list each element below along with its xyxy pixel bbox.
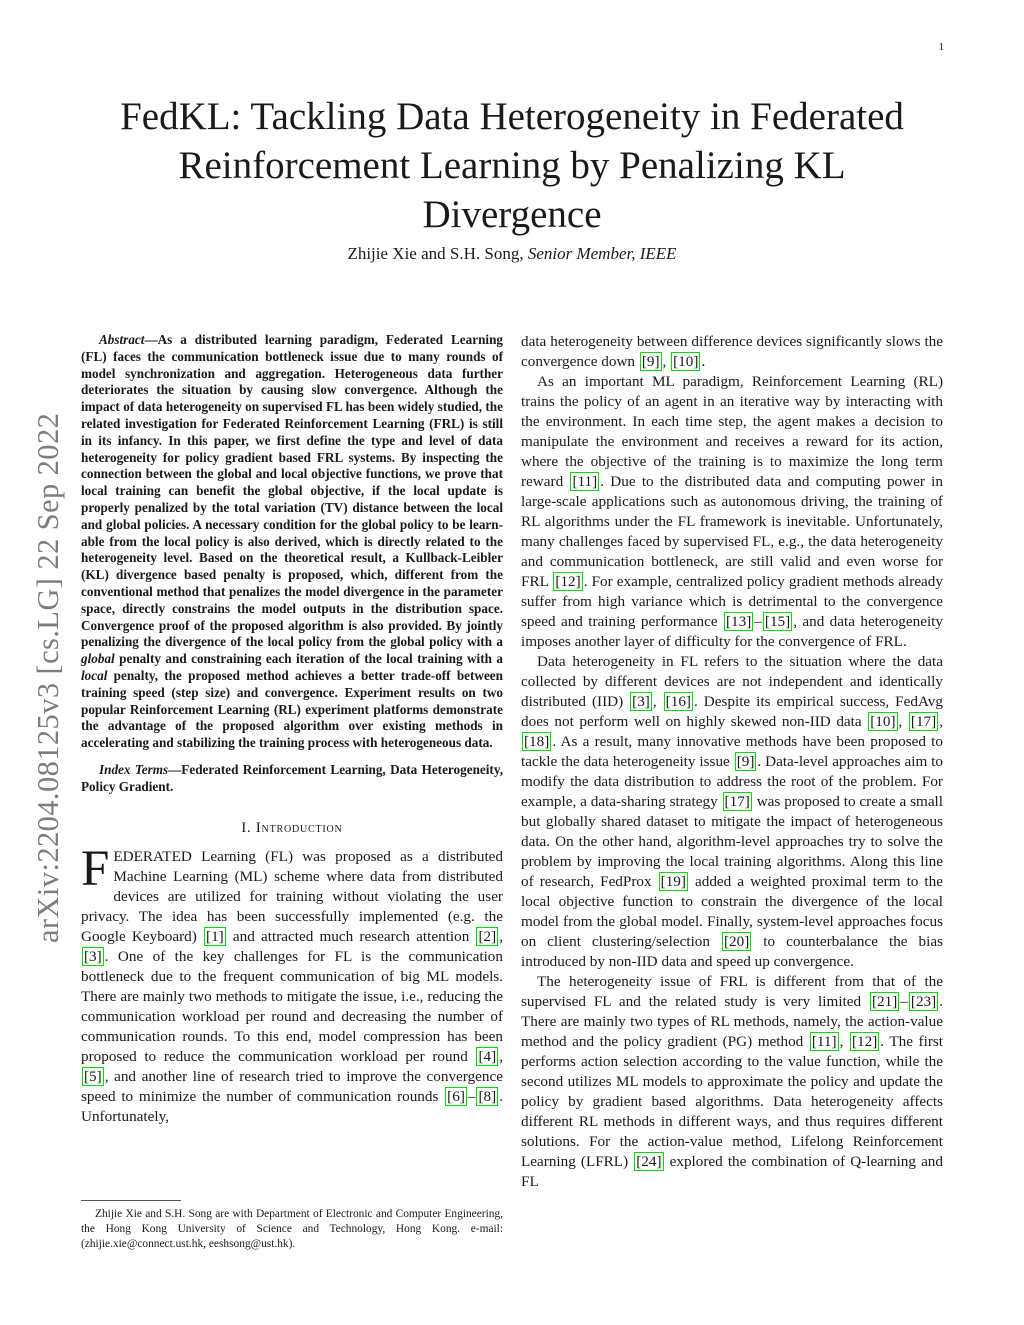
section-number: I. [241, 819, 252, 836]
citation-link[interactable]: [1] [206, 927, 224, 945]
abstract-text-3: penalty, the proposed method achieves a better trade-off between training speed (step size) and convergence. Experiment results on two popular Reinforcement Learning (RL) experiment platforms demonstrate the advantage of the proposed algorithm over existing methods in accelerating and stabilizing the training process with heterogeneous data. [81, 667, 503, 751]
citation-link[interactable]: [16] [665, 693, 691, 710]
page-number: 1 [938, 41, 944, 53]
author-names: Zhijie Xie and S.H. Song, [347, 244, 524, 263]
body-text: . [701, 353, 706, 370]
citation-link[interactable]: [3] [84, 947, 102, 965]
intro-paragraph-continued [521, 332, 943, 372]
index-terms-text: —Federated Reinforcement Learning, Data Heterogeneity, Policy Gradient. [81, 761, 503, 794]
abstract [81, 332, 503, 752]
citation-link[interactable]: [9] [641, 353, 660, 370]
body-text: The heterogeneity issue of FRL is different from that of the supervised FL and the related study is very limited [521, 973, 943, 1010]
intro-text: EDERATED Learning (FL) was proposed as a distributed Machine Learning (ML) scheme where data from distributed devices are utilized for training without violating the user privacy. The idea has been successfully implemented (e.g. the Google Keyboard) [81, 847, 503, 945]
body-text: . Despite its empirical success, FedAvg does not perform well on highly skewed non-IID data [521, 693, 943, 730]
body-text: As an important ML paradigm, Reinforcement Learning (RL) trains the policy of an agent in an iterative way by interacting with the environment. In each time step, the agent makes a decision to manipulate the environment and receives a reward for its action, where the objective of the training is to maximize the long term reward [521, 373, 943, 490]
citation-link[interactable]: [10] [870, 713, 896, 730]
intro-text: . One of the key challenges for FL is the communication bottleneck due to the frequent communication of big ML models. There are mainly two methods to mitigate the issue, i.e., reducing the communication workload per round and decreasing the number of communication rounds. To this end, model compression has been proposed to reduce the communication workload per round [81, 947, 503, 1065]
abstract-emphasis-global: global [81, 651, 115, 667]
index-terms-label: Index Terms [99, 761, 169, 777]
body-text: Data heterogeneity in FL refers to the situation where the data collected by different devices are not independent and identically distributed (IID) [521, 653, 943, 710]
citation-link[interactable]: [19] [660, 873, 686, 890]
body-text: . The first performs action selection according to the value function, while the second utilizes ML models to approximate the policy and update the policy by gradient based algorithms. Data heterogeneity affects different RL methods in different ways, and thus requires different solutions. For the action-value method, Lifelong Reinforcement Learning (LFRL) [521, 1033, 944, 1170]
body-text: , [662, 353, 671, 370]
intro-text: , and another line of research tried to improve the convergence speed to minimize the number of communication rounds [81, 1067, 503, 1105]
citation-link[interactable]: [8] [478, 1087, 497, 1105]
intro-text: – [467, 1087, 476, 1105]
citation-link[interactable]: [12] [851, 1033, 878, 1050]
intro-paragraph-heterogeneity [521, 652, 943, 972]
body-text: . As a result, many innovative methods have been proposed to tackle the data heterogeneity issue [521, 733, 943, 770]
intro-text: , [499, 1047, 503, 1065]
citation-link[interactable]: [17] [910, 713, 937, 730]
intro-paragraph-frl [521, 972, 943, 1192]
citation-link[interactable]: [18] [524, 733, 550, 750]
citation-link[interactable]: [20] [723, 933, 750, 950]
left-column [81, 332, 503, 1127]
citation-link[interactable]: [12] [555, 573, 581, 590]
body-text: – [900, 993, 908, 1010]
citation-link[interactable]: [13] [725, 613, 752, 630]
citation-link[interactable]: [2] [478, 927, 497, 945]
body-text: added a weighted proximal term to the local objective function to constrain the divergence of the local model from the global model. Finally, system-level approaches focus on client clustering/selection [521, 873, 943, 950]
abstract-emphasis-local: local [81, 667, 108, 683]
arxiv-identifier: arXiv:2204.08125v3 [cs.LG] 22 Sep 2022 [31, 412, 65, 943]
intro-text: , [499, 927, 503, 945]
body-text: , [652, 693, 663, 710]
intro-paragraph-1 [81, 840, 503, 1127]
drop-cap: F [81, 840, 110, 897]
body-text: , and data heterogeneity imposes another layer of difficulty for the convergence of FRL. [521, 613, 943, 650]
author-line [86, 244, 938, 264]
section-title: Introduction [255, 819, 343, 836]
body-text: . Due to the distributed data and computing power in large-scale applications such as autonomous driving, the training of RL algorithms under the FL framework is inevitable. Unfortunately, many challenges faced by supervised FL, e.g., the data heterogeneity and communication bottleneck, are still valid and even worse for FRL [521, 473, 943, 590]
body-text: – [754, 613, 762, 630]
citation-link[interactable]: [10] [673, 353, 699, 370]
body-text: , [939, 713, 944, 730]
body-text: . Data-level approaches aim to modify the data distribution to address the root of the problem. For example, a data-sharing strategy [521, 753, 943, 810]
citation-link[interactable]: [9] [736, 753, 755, 770]
body-text: . There are mainly two types of RL methods, namely, the action-value method and the policy gradient (PG) method [521, 993, 943, 1050]
paper-title: FedKL: Tackling Data Heterogeneity in Federated Reinforcement Learning by Penalizing KL Divergence [120, 95, 904, 236]
citation-link[interactable]: [11] [811, 1033, 837, 1050]
citation-link[interactable]: [23] [910, 993, 937, 1010]
footnote-divider [81, 1200, 181, 1201]
body-text: explored the combination of Q-learning and FL [521, 1153, 943, 1190]
body-text: to counterbalance the bias introduced by non-IID data and speed up convergence. [521, 933, 943, 970]
citation-link[interactable]: [6] [447, 1087, 465, 1105]
citation-link[interactable]: [5] [84, 1067, 102, 1085]
citation-link[interactable]: [15] [764, 613, 791, 630]
intro-text: and attracted much research attention [226, 927, 476, 945]
citation-link[interactable]: [24] [636, 1153, 662, 1170]
citation-link[interactable]: [17] [724, 793, 750, 810]
intro-paragraph-rl [521, 372, 943, 652]
author-membership: Senior Member, IEEE [527, 244, 677, 263]
citation-link[interactable]: [4] [478, 1047, 497, 1065]
author-affiliation-footnote: Zhijie Xie and S.H. Song are with Department of Electronic and Computer Engineering, the Hong Kong University of Science and Technology, Hong Kong. e-mail: (zhijie.xie@connect.ust.hk, eeshsong@ust.hk). [81, 1208, 503, 1250]
citation-link[interactable]: [3] [632, 693, 650, 710]
body-text: , [839, 1033, 849, 1050]
body-text: . For example, centralized policy gradient methods already suffer from high variance which is detrimental to the convergence speed and training performance [521, 573, 943, 630]
intro-text: . Unfortunately, [81, 1087, 503, 1125]
body-text: data heterogeneity between difference devices significantly slows the convergence down [521, 333, 943, 370]
index-terms [81, 762, 503, 796]
right-column [521, 332, 943, 1192]
abstract-label: Abstract [99, 332, 145, 347]
citation-link[interactable]: [21] [871, 993, 898, 1010]
body-text: , [898, 713, 908, 730]
citation-link[interactable]: [11] [572, 473, 598, 490]
section-heading-introduction [81, 820, 503, 837]
body-text: was proposed to create a small but globally shared dataset to mitigate the impact of heterogeneous data. On the other hand, algorithm-level approaches try to solve the problem by improving the local training algorithms. Along this line of research, FedProx [521, 793, 943, 890]
abstract-text-2: penalty and constraining each iteration of the local training with a [114, 651, 503, 667]
abstract-text: —As a distributed learning paradigm, Federated Learning (FL) faces the communication bottleneck issue due to many rounds of model synchronization and aggregation. Heterogeneous data further deteriorates the situation by causing slow convergence. Although the impact of data heterogeneity on supervised FL has been widely studied, the related investigation for Federated Reinforcement Learning (FRL) is still in its infancy. In this paper, we first define the type and level of data heterogeneity for policy gradient based FRL systems. By inspecting the connection between the global and local objective functions, we prove that local training can benefit the global objective, if the local update is properly penalized by the total variation (TV) distance between the local and global policies. A necessary condition for the global policy to be learn-able from the local policy is also derived, which is directly related to the heterogeneity level. Based on the theoretical result, a Kullback-Leibler (KL) divergence based penalty is proposed, which, different from the conventional method that penalizes the model divergence in the parameter space, directly constrains the model outputs in the distribution space. Convergence proof of the proposed algorithm is also provided. By jointly penalizing the divergence of the local policy from the global policy with a [81, 332, 503, 650]
